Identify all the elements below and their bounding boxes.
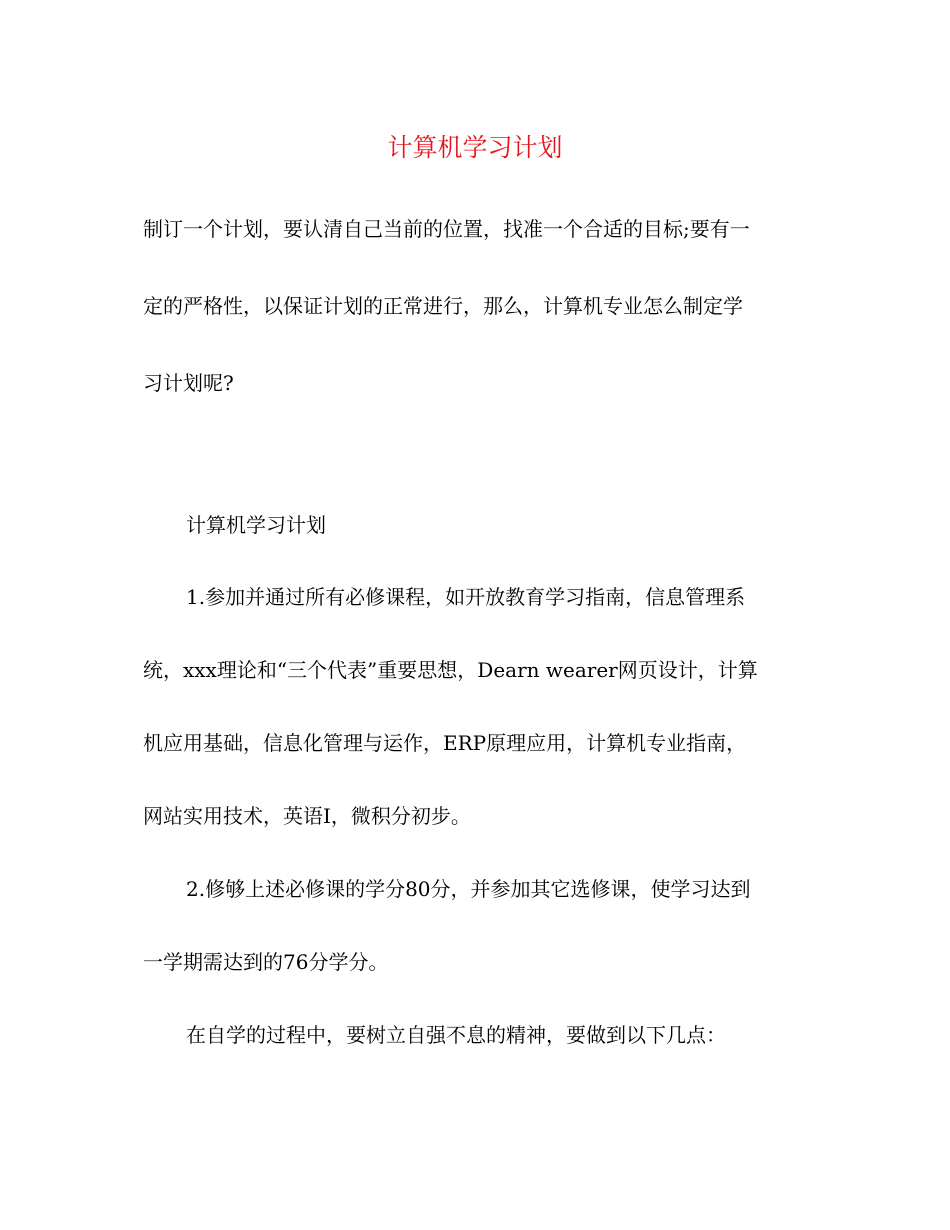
- intro-line-3: 习计划呢?: [143, 371, 234, 395]
- intro-line-2: 定的严格性，以保证计划的正常进行，那么，计算机专业怎么制定学: [143, 294, 743, 318]
- item1-line-1: 1.参加并通过所有必修课程，如开放教育学习指南，信息管理系: [186, 585, 746, 609]
- item1-line-4: 网站实用技术，英语I，微积分初步。: [143, 804, 471, 828]
- item1-line-2: 统，xxx理论和“三个代表”重要思想，Dearn wearer网页设计，计算: [143, 658, 758, 682]
- document-title: 计算机学习计划: [387, 133, 563, 162]
- item1-line-3: 机应用基础，信息化管理与运作，ERP原理应用，计算机专业指南，: [143, 731, 747, 755]
- item2-line-2: 一学期需达到的76分学分。: [143, 950, 389, 974]
- item2-line-1: 2.修够上述必修课的学分80分，并参加其它选修课，使学习达到: [186, 877, 751, 901]
- section-heading: 计算机学习计划: [186, 513, 326, 537]
- intro-line-1: 制订一个计划，要认清自己当前的位置，找准一个合适的目标;要有一: [143, 217, 750, 241]
- closing-line: 在自学的过程中，要树立自强不息的精神，要做到以下几点：: [186, 1023, 726, 1047]
